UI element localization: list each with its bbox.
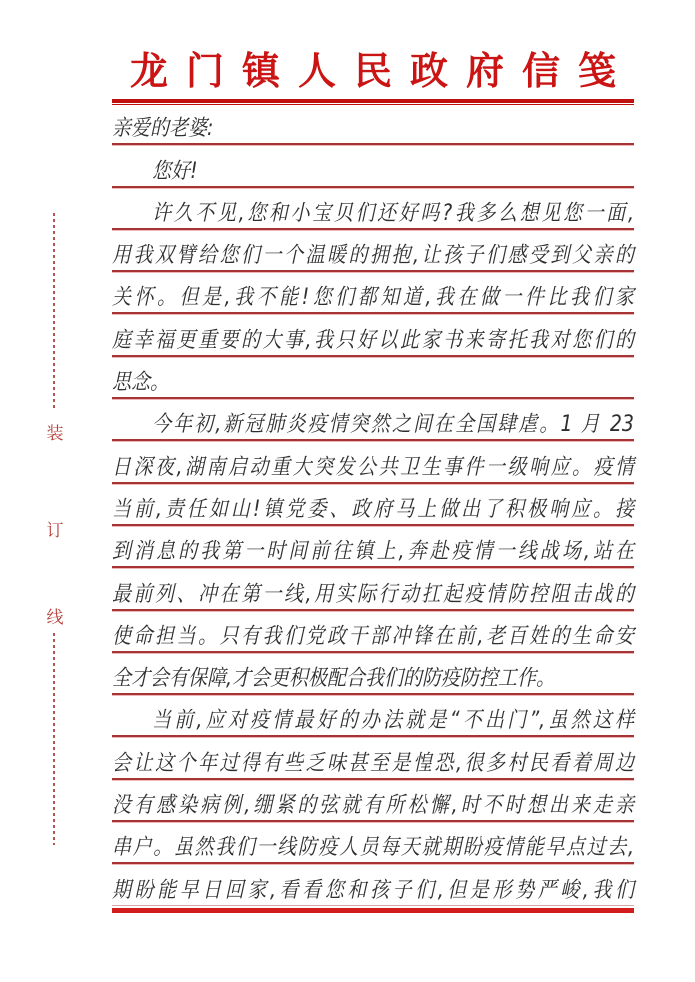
letter-line (112, 442, 634, 484)
letter-line (112, 612, 634, 654)
letter-line (112, 823, 634, 865)
letter-lines (112, 104, 634, 908)
letter-line-text: 亲爱的老婆: (112, 115, 214, 142)
letter-line-text: 关怀。但是,我不能!您们都知道,我在做一件比我们家 (112, 285, 634, 311)
binding-line-label (0, 0, 100, 982)
letter-line (112, 527, 634, 569)
letter-line (112, 569, 634, 611)
letter-line (112, 104, 634, 146)
binding-char-ding: 订 (46, 521, 64, 540)
letter-line-text: 当前,责任如山!镇党委、政府马上做出了积极响应。接 (112, 496, 634, 522)
letter-line-text: 到消息的我第一时间前往镇上,奔赴疫情一线战场,站在 (112, 538, 634, 565)
letter-line-text: 今年初,新冠肺炎疫情突然之间在全国肆虐。1 月 23 (152, 411, 634, 438)
letter-line-text: 当前,应对疫情最好的办法就是“不出门”,虽然这样 (152, 708, 634, 734)
letter-line (112, 696, 634, 738)
letter-line (112, 189, 634, 231)
letter-line (112, 400, 634, 442)
letter-line-text: 思念。 (112, 369, 170, 395)
binding-char-xian: 线 (46, 608, 64, 627)
letter-line-text: 庭幸福更重要的大事,我只好以此家书来寄托我对您们的 (112, 327, 634, 353)
letter-line-text: 您好! (152, 158, 198, 184)
binding-dotted-line-bottom (53, 633, 55, 845)
letter-line (112, 865, 634, 907)
letter-line (112, 358, 634, 400)
letter-line-text: 期盼能早日回家,看看您和孩子们,但是形势严峻,我们 (112, 877, 634, 903)
letter-line-text: 使命担当。只有我们党政干部冲锋在前,老百姓的生命安 (112, 623, 634, 649)
letter-line (112, 654, 634, 696)
letter-line (112, 273, 634, 315)
letter-line-text: 日深夜,湖南启动重大突发公共卫生事件一级响应。疫情 (112, 454, 634, 480)
letterhead-title: 龙门镇人民政府信笺 (130, 51, 635, 93)
letter-line-text: 用我双臂给您们一个温暖的拥抱,让孩子们感受到父亲的 (112, 242, 634, 269)
letter-line (112, 485, 634, 527)
letter-line-text: 许久不见,您和小宝贝们还好吗?我多么想见您一面, (152, 200, 634, 226)
binding-char-zhuang: 装 (46, 424, 64, 443)
letter-line (112, 738, 634, 780)
letter-line-text: 最前列、冲在第一线,用实际行动扛起疫情防控阻击战的 (112, 581, 634, 607)
letter-line-text: 没有感染病例,绷紧的弦就有所松懈,时不时想出来走亲 (112, 792, 634, 818)
letter-line-text: 全才会有保障,才会更积极配合我们的防疫防控工作。 (112, 665, 556, 692)
letter-line (112, 146, 634, 188)
binding-margin (0, 0, 100, 982)
letter-line (112, 315, 634, 357)
letter-line-text: 会让这个年过得有些乏味甚至是惶恐,很多村民看着周边 (112, 750, 634, 776)
letter-line (112, 231, 634, 273)
letter-line-text: 串户。虽然我们一线防疫人员每天就期盼疫情能早点过去, (112, 834, 634, 861)
letter-line (112, 781, 634, 823)
